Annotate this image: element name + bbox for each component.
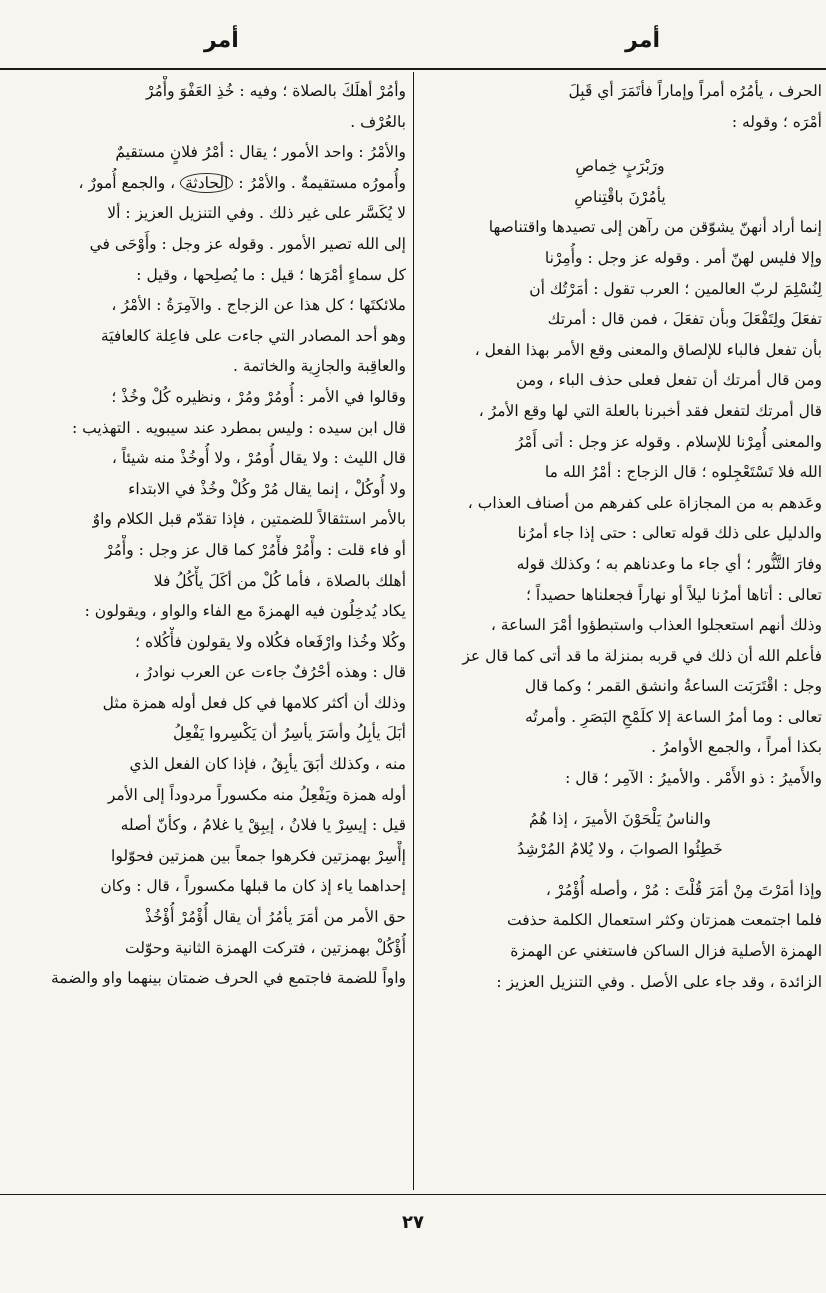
text-line: أمْرَه ؛ وقوله : bbox=[731, 112, 822, 131]
text-line: والأمْرُ : واحد الأمور ؛ يقال : أمْرُ فلانٍ مستقيمٌ bbox=[115, 143, 406, 162]
text-line: قال ابن سيده : وليس بمطرد عند سيبويه . التهذيب : bbox=[71, 418, 406, 437]
spacer bbox=[418, 794, 822, 804]
text-line: تعالى : أتاها أمرُنا ليلاً أو نهاراً فجعلناها حصيداً ؛ bbox=[526, 585, 822, 604]
header-rule bbox=[0, 68, 826, 70]
column-divider bbox=[413, 72, 414, 1190]
page-number: ٢٧ bbox=[402, 1212, 424, 1233]
text-line: وأمُرْ أهلَكَ بالصلاة ؛ وفيه : خُذِ العَفْوَ وأْمُرْ bbox=[145, 82, 406, 100]
verse-line: خَطِئُوا الصوابَ ، ولا يُلامُ المُرْشِدُ bbox=[517, 840, 723, 859]
text-line: الحرف ، يأمُرُه أمراً وإماراً فأتَمَرَ أي قَبِلَ bbox=[568, 82, 822, 100]
text-line: ومن قال أمرتك أن تفعل فعلى حذف الباء ، ومن bbox=[516, 371, 822, 390]
text-line: كل سماءٍ أمْرَها ؛ قيل : ما يُصلِحها ، وقيل : bbox=[136, 265, 406, 284]
text-line: وإلا فليس لهنّ أمر . وقوله عز وجل : وأُمِرْنا bbox=[544, 248, 822, 267]
right-column bbox=[418, 76, 822, 1188]
text-line: بأن تفعل فالباء للإلصاق والمعنى وقع الأمر بهذا الفعل ، bbox=[474, 340, 822, 359]
text-line: تعالى : وما أمرُ الساعة إلا كلَمْحِ البَصَرِ . وأمرتُه bbox=[524, 707, 822, 726]
verse-block bbox=[418, 804, 822, 865]
spacer bbox=[418, 865, 822, 875]
text-line: والعاقِبة والجازِية والخاتمة . bbox=[233, 357, 406, 376]
text-line-circled bbox=[2, 168, 406, 199]
text-segment: وأُمورُه مستقيمةٌ . والأمْرُ : bbox=[238, 173, 406, 192]
text-line: وكُلا وخُذا وارْفَعاه فكُلاه ولا يقولون فأْكُلاه ؛ bbox=[135, 632, 406, 651]
text-line: وفارَ التَّنُّور ؛ أي جاء ما وعدناهم به ؛ وكذلك قوله bbox=[516, 554, 822, 573]
text-line: لا يُكَسَّر على غير ذلك . وفي التنزيل العزيز : ألا bbox=[107, 204, 406, 223]
text-line: ولا أُوكُلْ ، إنما يقال مُرْ وكُلْ وخُذْ في الابتداء bbox=[128, 479, 406, 498]
left-column bbox=[2, 76, 406, 1188]
text-line: وذلك أن أكثر كلامها في كل فعل أوله همزة مثل bbox=[102, 693, 406, 712]
verse-line: ورَبْرَبٍ خِماصِ bbox=[575, 157, 665, 176]
text-line: ملائكتَها ؛ كل هذا عن الزجاج . والآمِرَةُ : الأمْرُ ، bbox=[111, 296, 406, 315]
text-line: والأَميرُ : ذو الأَمْر . والأميرُ : الآمِر ؛ قال : bbox=[565, 769, 822, 788]
text-line: الهمزة الأصلية فزال الساكن فاستغني عن الهمزة bbox=[510, 942, 822, 961]
text-line: أُؤْكُلْ بهمزتين ، فتركت الهمزة الثانية وحوّلت bbox=[124, 938, 406, 957]
text-line: الله فلا تَسْتَعْجِلوه ؛ قال الزجاج : أمْرُ الله ما bbox=[544, 463, 822, 482]
footer-rule bbox=[0, 1194, 826, 1195]
text-line: تفعَلَ ولِتَفْعَلَ وبأن تفعَلَ ، فمن قال : أمرتك bbox=[547, 310, 822, 329]
text-line: إأْسِرْ بهمزتين فكرهوا جمعاً بين همزتين فحوّلوا bbox=[111, 846, 406, 865]
text-line: أهلك بالصلاة ، فأما كُلْ من أكَلَ يأْكُلُ فلا bbox=[153, 571, 406, 590]
text-line: إحداهما ياء إذ كان ما قبلها مكسوراً ، قال : وكان bbox=[100, 877, 406, 896]
text-line: قال أمرتك لتفعل فقد أخبرنا بالعلة التي لها وقع الأمرُ ، bbox=[478, 401, 822, 420]
text-line: قال : وهذه أحْرُفٌ جاءت عن العرب نوادرُ ، bbox=[134, 663, 406, 682]
text-line: وقالوا في الأمر : أُومُرْ ومُرْ ، ونظيره كُلْ وخُذْ ؛ bbox=[111, 387, 406, 406]
text-line: وعَدهم به من المجازاة على كفرهم من أصناف العذاب ، bbox=[467, 493, 822, 512]
text-line: واواً للضمة فاجتمع في الحرف ضمتان بينهما واو والضمة bbox=[50, 969, 406, 988]
text-line: قيل : إيسِرْ يا فلانُ ، إيبِقْ يا غلامُ ، وكأنّ أصله bbox=[120, 816, 406, 835]
text-line: أبَلَ يأبِلُ وأسَرَ يأسِرُ أن يَكْسِروا يَفْعِلُ bbox=[172, 724, 406, 743]
text-line: بالعُرْف . bbox=[350, 112, 406, 131]
text-line: أوله همزة ويَفْعِلُ منه مكسوراً مردوداً إلى الأمر bbox=[107, 785, 406, 804]
headword-left: أمر bbox=[204, 28, 239, 53]
text-line: وذلك أنهم استعجلوا العذاب واستبطؤوا أمْرَ الساعة ، bbox=[490, 616, 822, 635]
headword-right: أمر bbox=[625, 28, 660, 53]
verse-line: يأمُرْنَ باقْتِناصِ bbox=[574, 187, 666, 206]
text-line: لِنُسْلِمَ لربّ العالمين ؛ العرب تقول : أمَرْتُك أن bbox=[529, 279, 822, 298]
text-line: يكاد يُدخِلُون فيه الهمزةَ مع الفاء والواو ، ويقولون : bbox=[84, 602, 406, 621]
text-line: إنما أراد أنهنّ يشوّقن من رآهن إلى تصيدها واقتناصها bbox=[488, 218, 822, 237]
text-line: بكذا أمراً ، والجمع الأوامرُ . bbox=[651, 738, 822, 757]
text-line: وهو أحد المصادر التي جاءت على فاعِلة كالعافيَة bbox=[100, 326, 406, 345]
text-line: فلما اجتمعت همزتان وكثر استعمال الكلمة حذفت bbox=[507, 911, 822, 930]
text-line: إلى الله تصير الأمور . وقوله عز وجل : وأَوْحَى في bbox=[89, 234, 406, 253]
verse-line: والناسُ يَلْحَوْنَ الأميرَ ، إذا هُمُ bbox=[529, 809, 711, 828]
text-line: أو فاء قلت : وأْمُرْ فأْمُرْ كما قال عز وجل : وأْمُرْ bbox=[105, 540, 406, 559]
verse-block bbox=[418, 151, 822, 212]
text-line: وإذا أمَرْتَ مِنْ أمَرَ قُلْتَ : مُرْ ، وأصله أُؤْمُرْ ، bbox=[545, 880, 822, 899]
text-line: حق الأمر من أمَرَ يأمُرُ أن يقال أُؤْمُرْ أُؤْخُذْ bbox=[144, 908, 406, 927]
text-line: الزائدة ، وقد جاء على الأصل . وفي التنزيل العزيز : bbox=[496, 972, 822, 991]
text-line: بالأمر استثقالاً للضمتين ، فإذا تقدّم قبل الكلام واوٌ bbox=[92, 510, 406, 529]
text-line: منه ، وكذلك أبَقَ يأبِقُ ، فإذا كان الفعل الذي bbox=[129, 755, 406, 774]
text-line: والدليل على ذلك قوله تعالى : حتى إذا جاء أمرُنا bbox=[517, 524, 822, 543]
text-segment: ، والجمع أُمورٌ ، bbox=[78, 173, 176, 192]
text-line: والمعنى أُمِرْنا للإسلام . وقوله عز وجل : أتى أَمْرُ bbox=[515, 432, 822, 451]
circled-word: الحادثة bbox=[180, 173, 233, 193]
text-line: وجل : اقْتَرَبَت الساعةُ وانشق القمر ؛ وكما قال bbox=[524, 677, 822, 696]
text-line: قال الليث : ولا يقال أُومُرْ ، ولا أُوخُذْ منه شيئاً ، bbox=[111, 449, 406, 468]
text-line: فأعلم الله أن ذلك في قربه بمنزلة ما قد أتى كما قال عز bbox=[462, 646, 822, 665]
